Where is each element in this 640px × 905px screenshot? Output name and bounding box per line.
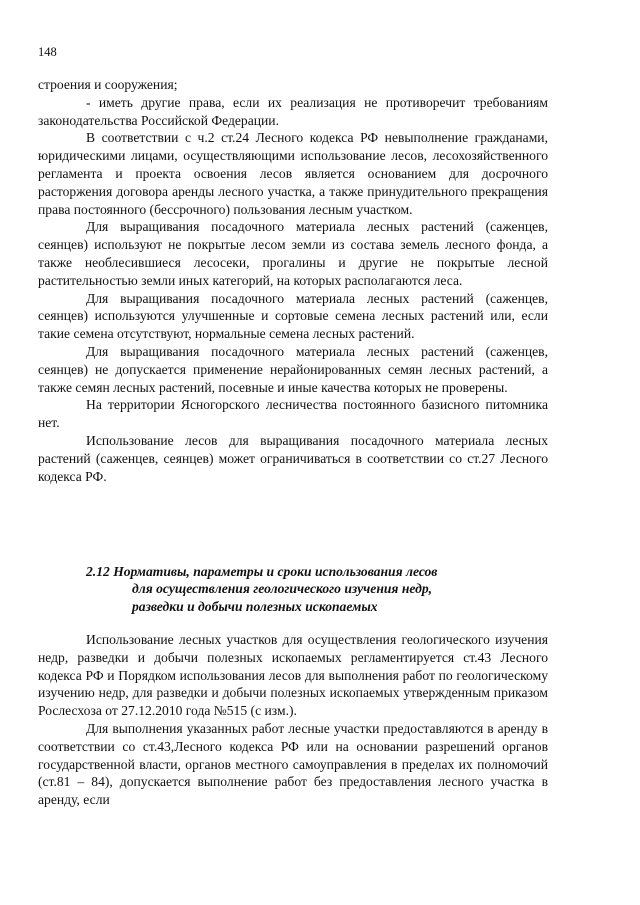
paragraph: Для выполнения указанных работ лесные участки предоставляются в аренду в соответствии со ст.43,Лесного кодекса РФ или на основании разрешений органов государственной власти, органов местного самоуправления в пределах их полномочий (ст.81 – 84), допускается выполнение работ без предоставления лесного участка в аренду, если (38, 720, 548, 808)
paragraph: На территории Ясногорского лесничества постоянного базисного питомника нет. (38, 397, 548, 431)
paragraph: Для выращивания посадочного материала лесных растений (саженцев, сеянцев) не допускается применение нерайонированных семян лесных растений, а также семян лесных растений, посевные и иные качества которых не проверены. (38, 343, 548, 395)
section-heading-line: для осуществления геологического изучения недр, (132, 581, 433, 597)
paragraph: Использование лесов для выращивания посадочного материала лесных растений (саженцев, сеянцев) может ограничиваться в соответствии со ст.27 Лесного кодекса РФ. (38, 432, 548, 484)
paragraph: - иметь другие права, если их реализация не противоречит требованиям законодательства Российской Федерации. (38, 94, 548, 128)
paragraph: строения и сооружения; (38, 77, 178, 92)
page-number: 148 (38, 45, 57, 59)
section-heading-line: разведки и добычи полезных ископаемых (132, 598, 378, 614)
section-heading-line: 2.12 Нормативы, параметры и сроки использования лесов (86, 564, 438, 579)
paragraph: Использование лесных участков для осуществления геологического изучения недр, разведки и добычи полезных ископаемых регламентируется ст.43 Лесного кодекса РФ и Порядком использования лесов для выполнения работ по геологическому изучению недр, для разведки и добычи полезных ископаемых утвержденным приказом Рослесхоза от 27.12.2010 года №515 (с изм.). (38, 632, 548, 719)
paragraph: В соответствии с ч.2 ст.24 Лесного кодекса РФ невыполнение гражданами, юридическими лицами, осуществляющими использование лесов, лесохозяйственного регламента и проекта освоения лесов является основанием для досрочного расторжения договора аренды лесного участка, а также принудительного прекращения права постоянного (бессрочного) пользования лесным участком. (38, 130, 548, 217)
paragraph: Для выращивания посадочного материала лесных растений (саженцев, сеянцев) используются улучшенные и сортовые семена лесных растений или, если такие семена отсутствуют, нормальные семена лесных растений. (38, 290, 548, 342)
body-text (38, 76, 548, 485)
section-body-text (38, 631, 548, 809)
section-heading (86, 563, 526, 615)
paragraph: Для выращивания посадочного материала лесных растений (саженцев, сеянцев) используют не покрытые лесом земли из состава земель лесного фонда, а также необлесившиеся лесосеки, прогалины и другие не покрытые лесной растительностью земли иных категорий, на которых располагаются леса. (38, 219, 548, 288)
